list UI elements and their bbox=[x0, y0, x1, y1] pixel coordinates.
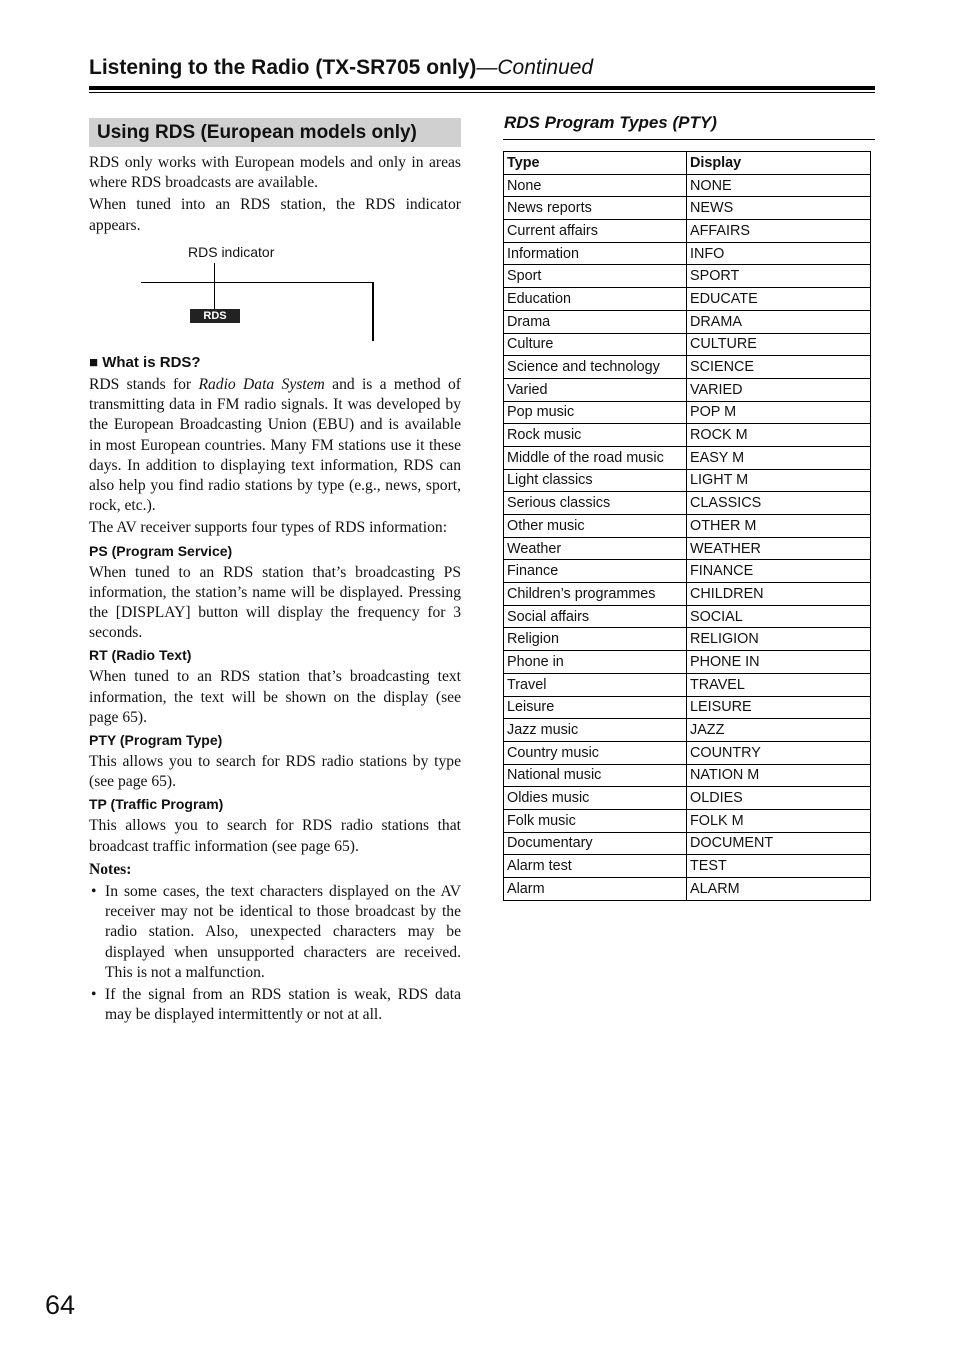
type-cell: Sport bbox=[504, 265, 687, 288]
text: and is a method of transmitting data in FM radio signals. It was developed by the European Broadcasting Union (EBU) and is available in most European countries. Many FM stations use it these days. In addition to displaying text information, RDS can also help you find radio stations by type (e.g., news, sport, rock, etc.). bbox=[89, 376, 461, 515]
display-cell: CHILDREN bbox=[687, 583, 871, 606]
table-row bbox=[504, 832, 871, 855]
text: Radio Data System bbox=[198, 376, 325, 393]
table-row bbox=[504, 878, 871, 901]
type-cell: Middle of the road music bbox=[504, 446, 687, 469]
square-bullet-icon: ■ bbox=[89, 354, 103, 371]
type-cell: None bbox=[504, 174, 687, 197]
type-cell: Social affairs bbox=[504, 605, 687, 628]
type-cell: Education bbox=[504, 288, 687, 311]
type-heading: PTY (Program Type) bbox=[89, 732, 223, 749]
note-item: • In some cases, the text characters displayed on the AV receiver may not be identical to those broadcast by the radio station. Also, unexpected characters may be displayed when unsupported characters are received. This is not a malfunction. bbox=[89, 882, 461, 983]
table-row bbox=[504, 719, 871, 742]
type-cell: News reports bbox=[504, 197, 687, 220]
type-cell: Varied bbox=[504, 378, 687, 401]
display-cell: TEST bbox=[687, 855, 871, 878]
table-row bbox=[504, 537, 871, 560]
type-cell: Children’s programmes bbox=[504, 583, 687, 606]
type-cell: Religion bbox=[504, 628, 687, 651]
table-row bbox=[504, 174, 871, 197]
type-cell: Leisure bbox=[504, 696, 687, 719]
intro-text bbox=[89, 153, 461, 238]
display-cell: SOCIAL bbox=[687, 605, 871, 628]
display-outline bbox=[141, 282, 373, 283]
type-cell: Documentary bbox=[504, 832, 687, 855]
type-cell: Alarm test bbox=[504, 855, 687, 878]
table-row bbox=[504, 197, 871, 220]
display-cell: POP M bbox=[687, 401, 871, 424]
display-cell: WEATHER bbox=[687, 537, 871, 560]
table-row bbox=[504, 741, 871, 764]
display-cell: OLDIES bbox=[687, 787, 871, 810]
what-heading: What is RDS? bbox=[102, 354, 201, 371]
supports-paragraph: The AV receiver supports four types of RDS information: bbox=[89, 519, 448, 537]
table-row bbox=[504, 242, 871, 265]
column-header: Type bbox=[504, 152, 687, 175]
display-cell: CLASSICS bbox=[687, 492, 871, 515]
text: RDS stands for bbox=[89, 376, 199, 393]
diagram-label: RDS indicator bbox=[188, 244, 275, 260]
table-row bbox=[504, 492, 871, 515]
what-is-rds bbox=[89, 351, 461, 1027]
notes-heading: Notes: bbox=[89, 860, 132, 878]
display-cell: TRAVEL bbox=[687, 673, 871, 696]
type-cell: Weather bbox=[504, 537, 687, 560]
type-cell: Information bbox=[504, 242, 687, 265]
display-cell: AFFAIRS bbox=[687, 220, 871, 243]
pty-title: RDS Program Types (PTY) bbox=[504, 113, 717, 132]
leader-line bbox=[214, 263, 215, 310]
display-cell: SCIENCE bbox=[687, 356, 871, 379]
table-row bbox=[504, 764, 871, 787]
table-row bbox=[504, 605, 871, 628]
type-cell: Rock music bbox=[504, 424, 687, 447]
display-cell: FINANCE bbox=[687, 560, 871, 583]
pty-rule bbox=[503, 139, 875, 140]
display-cell: FOLK M bbox=[687, 809, 871, 832]
display-cell: DOCUMENT bbox=[687, 832, 871, 855]
intro-paragraph: RDS only works with European models and only in areas where RDS broadcasts are available. bbox=[89, 154, 461, 192]
type-cell: Culture bbox=[504, 333, 687, 356]
display-cell: NATION M bbox=[687, 764, 871, 787]
display-cell: LEISURE bbox=[687, 696, 871, 719]
table-row bbox=[504, 424, 871, 447]
section-title: Using RDS (European models only) bbox=[89, 118, 461, 147]
table-row bbox=[504, 583, 871, 606]
display-cell: EDUCATE bbox=[687, 288, 871, 311]
page-number: 64 bbox=[45, 1290, 76, 1320]
type-text: When tuned to an RDS station that’s broadcasting PS information, the station’s name will be displayed. Pressing the [DISPLAY] button will display the frequency for 3 seconds. bbox=[89, 563, 461, 642]
display-cell: NONE bbox=[687, 174, 871, 197]
display-cell: CULTURE bbox=[687, 333, 871, 356]
type-cell: Finance bbox=[504, 560, 687, 583]
display-cell: SPORT bbox=[687, 265, 871, 288]
type-text: This allows you to search for RDS radio stations that broadcast traffic information (see page 65). bbox=[89, 817, 461, 855]
display-cell: ALARM bbox=[687, 878, 871, 901]
table-row bbox=[504, 628, 871, 651]
table-row bbox=[504, 378, 871, 401]
header-rule bbox=[89, 86, 875, 90]
type-text: This allows you to search for RDS radio stations by type (see page 65). bbox=[89, 753, 461, 791]
type-cell: Science and technology bbox=[504, 356, 687, 379]
table-row bbox=[504, 515, 871, 538]
table-row bbox=[504, 401, 871, 424]
type-cell: Current affairs bbox=[504, 220, 687, 243]
display-cell: VARIED bbox=[687, 378, 871, 401]
type-cell: Light classics bbox=[504, 469, 687, 492]
display-cell: DRAMA bbox=[687, 310, 871, 333]
type-cell: Phone in bbox=[504, 651, 687, 674]
note-item: • If the signal from an RDS station is weak, RDS data may be displayed intermittently or not at all. bbox=[89, 985, 461, 1025]
type-cell: Other music bbox=[504, 515, 687, 538]
type-cell: Country music bbox=[504, 741, 687, 764]
table-row bbox=[504, 651, 871, 674]
display-cell: NEWS bbox=[687, 197, 871, 220]
table-row bbox=[504, 855, 871, 878]
table-row bbox=[504, 787, 871, 810]
table-row bbox=[504, 333, 871, 356]
table-row bbox=[504, 220, 871, 243]
table-row bbox=[504, 446, 871, 469]
header-continued: —Continued bbox=[476, 56, 594, 79]
display-cell: EASY M bbox=[687, 446, 871, 469]
display-cell: ROCK M bbox=[687, 424, 871, 447]
type-cell: Serious classics bbox=[504, 492, 687, 515]
table-row bbox=[504, 673, 871, 696]
table-row bbox=[504, 469, 871, 492]
pty-table bbox=[503, 151, 871, 901]
type-cell: Alarm bbox=[504, 878, 687, 901]
type-cell: Drama bbox=[504, 310, 687, 333]
header-title: Listening to the Radio (TX-SR705 only) bbox=[89, 56, 477, 79]
display-cell: PHONE IN bbox=[687, 651, 871, 674]
display-cell: LIGHT M bbox=[687, 469, 871, 492]
display-outline bbox=[372, 282, 374, 341]
what-paragraph bbox=[89, 375, 461, 516]
type-heading: TP (Traffic Program) bbox=[89, 796, 224, 813]
type-heading: RT (Radio Text) bbox=[89, 647, 192, 664]
intro-paragraph: When tuned into an RDS station, the RDS indicator appears. bbox=[89, 196, 461, 234]
display-cell: RELIGION bbox=[687, 628, 871, 651]
display-cell: OTHER M bbox=[687, 515, 871, 538]
display-cell: COUNTRY bbox=[687, 741, 871, 764]
column-header: Display bbox=[687, 152, 871, 175]
type-text: When tuned to an RDS station that’s broadcasting text information, the text will be shown on the display (see page 65). bbox=[89, 668, 461, 726]
page-header bbox=[89, 56, 593, 80]
table-row bbox=[504, 288, 871, 311]
type-cell: Oldies music bbox=[504, 787, 687, 810]
type-cell: Folk music bbox=[504, 809, 687, 832]
type-cell: Travel bbox=[504, 673, 687, 696]
table-row bbox=[504, 696, 871, 719]
display-cell: INFO bbox=[687, 242, 871, 265]
type-cell: Jazz music bbox=[504, 719, 687, 742]
display-cell: JAZZ bbox=[687, 719, 871, 742]
notes-list bbox=[89, 882, 461, 1025]
table-row bbox=[504, 560, 871, 583]
type-cell: National music bbox=[504, 764, 687, 787]
table-row bbox=[504, 809, 871, 832]
table-row bbox=[504, 310, 871, 333]
rds-indicator: RDS bbox=[190, 309, 240, 323]
header-rule-thin bbox=[89, 92, 875, 93]
type-cell: Pop music bbox=[504, 401, 687, 424]
table-row bbox=[504, 265, 871, 288]
table-header-row bbox=[504, 152, 871, 175]
type-heading: PS (Program Service) bbox=[89, 542, 233, 559]
table-row bbox=[504, 356, 871, 379]
